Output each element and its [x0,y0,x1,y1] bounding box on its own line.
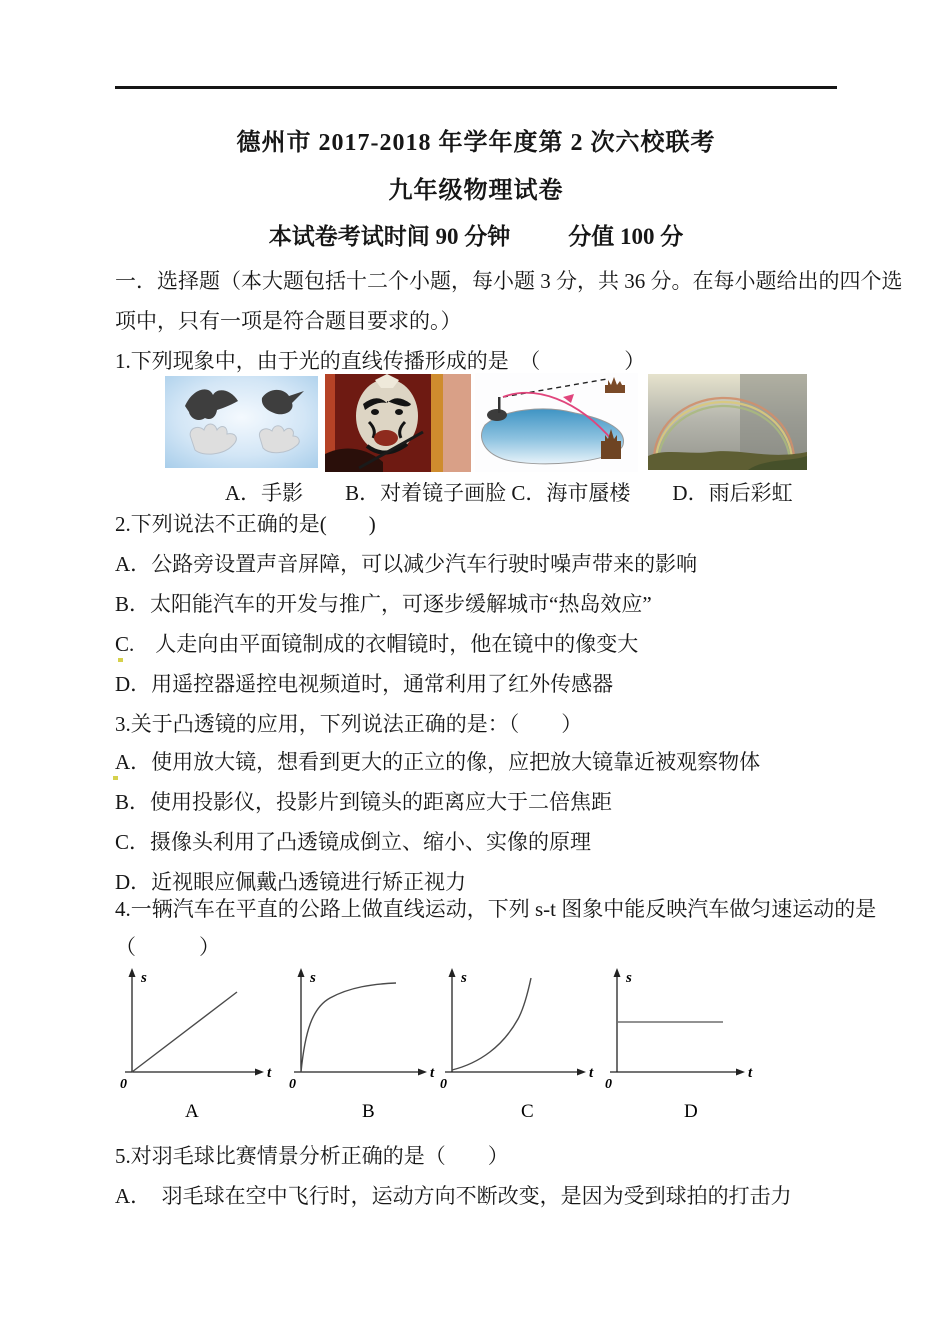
graph-b-label: B [362,1101,375,1122]
graph-a-curve [132,992,237,1072]
hand-shadow-image [165,376,318,468]
section-intro-line1: 一．选择题（本大题包括十二个小题，每小题 3 分，共 36 分。在每小题给出的四个选 [115,269,903,293]
graph-d-label: D [684,1101,698,1122]
graph-a-xlabel: t [267,1065,272,1081]
graph-a-ylabel: s [141,970,147,986]
question-2-option-b: B．太阳能汽车的开发与推广，可逐步缓解城市“热岛效应” [115,592,652,616]
question-3-option-a: A．使用放大镜，想看到更大的正立的像，应把放大镜靠近被观察物体 [115,750,761,774]
graph-d-origin: 0 [605,1077,612,1092]
graph-d-xlabel: t [748,1065,753,1081]
question-2-text: 2.下列说法不正确的是( ) [115,512,376,536]
question-2-option-c: C. 人走向由平面镜制成的衣帽镜时，他在镜中的像变大 [115,632,639,656]
graph-b-origin: 0 [289,1077,296,1092]
face-painting-illustration [325,374,471,472]
graph-b-ylabel: s [310,970,316,986]
rainbow-illustration [648,374,807,470]
question-1-text: 1.下列现象中，由于光的直线传播形成的是 （ ） [115,349,646,373]
page-title: 德州市 2017-2018 年学年度第 2 次六校联考 [236,130,716,156]
exam-duration: 本试卷考试时间 90 分钟 [268,224,511,249]
mirage-image [475,373,638,472]
mirage-illustration [475,373,638,472]
spellcheck-artifact [113,776,118,780]
header-rule [115,86,837,89]
question-5-text: 5.对羽毛球比赛情景分析正确的是（ ） [115,1144,509,1168]
spellcheck-artifact [118,658,123,662]
graph-c-origin: 0 [440,1077,447,1092]
question-2-option-d: D．用遥控器遥控电视频道时，通常利用了红外传感器 [115,672,614,696]
question-4-text-line2: （ ） [115,935,220,959]
question-2-option-a: A．公路旁设置声音屏障，可以减少汽车行驶时噪声带来的影响 [115,552,698,576]
hand-shadow-illustration [165,376,318,468]
graph-c-curve [452,978,531,1070]
graph-a-origin: 0 [120,1077,127,1092]
question-3-option-d: D．近视眼应佩戴凸透镜进行矫正视力 [115,870,467,894]
graph-c-label: C [521,1101,534,1122]
graph-a-label: A [185,1101,199,1122]
question-5-option-a: A． 羽毛球在空中飞行时，运动方向不断改变，是因为受到球拍的打击力 [115,1184,792,1208]
question-3-text: 3.关于凸透镜的应用，下列说法正确的是：（ ） [115,712,583,736]
graph-b-curve [301,983,396,1072]
graph-d-ylabel: s [626,970,632,986]
question-3-option-c: C．摄像头利用了凸透镜成倒立、缩小、实像的原理 [115,830,592,854]
face-painting-image [325,374,471,472]
q4-graphs-row [115,964,836,1126]
section-intro-line2: 项中，只有一项是符合题目要求的。） [115,309,462,333]
graph-b-xlabel: t [430,1065,435,1081]
question-1-caption: A．手影 B．对着镜子画脸 C．海市蜃楼 D．雨后彩虹 [225,481,793,505]
rainbow-image [648,374,807,470]
question-4-text-line1: 4.一辆汽车在平直的公路上做直线运动，下列 s-t 图象中能反映汽车做匀速运动的是 [115,897,877,921]
graph-c-ylabel: s [461,970,467,986]
st-graphs [115,964,836,1126]
question-3-option-b: B．使用投影仪，投影片到镜头的距离应大于二倍焦距 [115,790,613,814]
exam-score: 分值 100 分 [568,224,684,249]
page-subtitle: 九年级物理试卷 [388,178,564,204]
exam-info-line [115,218,837,251]
graph-c-xlabel: t [589,1065,594,1081]
